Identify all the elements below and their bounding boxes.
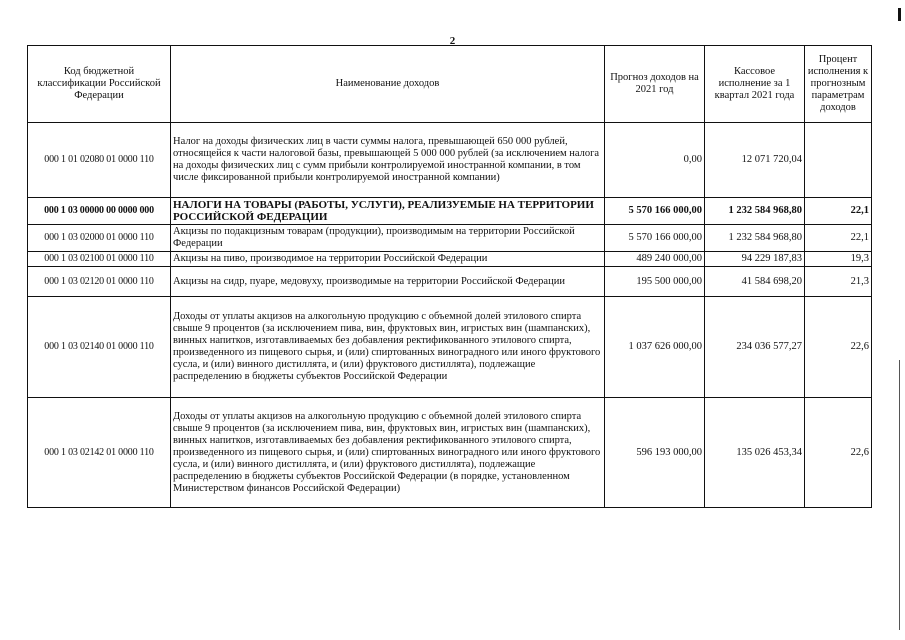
row-code: 000 1 03 02000 01 0000 110	[28, 225, 171, 252]
header-code: Код бюджетной классификации Российской Федерации	[28, 46, 171, 123]
row-code: 000 1 03 00000 00 0000 000	[28, 198, 171, 225]
header-name: Наименование доходов	[171, 46, 605, 123]
row-code: 000 1 03 02100 01 0000 110	[28, 252, 171, 267]
row-name: Доходы от уплаты акцизов на алкогольную продукцию с объемной долей этилового спирта свыше 9 процентов (за исключением пива, вин, фруктовых вин, игристых вин (шампанских), винных напитков, изготавливаемых без добавления ректификованного этилового спирта, произведенного из пищевого сырья, и (или) спиртованных виноградного или иного фруктового сусла, и (или) винного дистиллята, и (или) фруктового дистиллята), подлежащие распределению в бюджеты субъектов Российской Федерации	[171, 297, 605, 398]
row-cash: 94 229 187,83	[705, 252, 805, 267]
row-name: Акцизы на сидр, пуаре, медовуху, производимые на территории Российской Федерации	[171, 267, 605, 297]
row-forecast: 1 037 626 000,00	[605, 297, 705, 398]
table-row	[28, 198, 872, 225]
row-code: 000 1 01 02080 01 0000 110	[28, 123, 171, 198]
page-number: 2	[449, 35, 456, 47]
header-cash: Кассовое исполнение за 1 квартал 2021 года	[705, 46, 805, 123]
row-forecast: 0,00	[605, 123, 705, 198]
header-forecast: Прогноз доходов на 2021 год	[605, 46, 705, 123]
row-code: 000 1 03 02120 01 0000 110	[28, 267, 171, 297]
row-name: Доходы от уплаты акцизов на алкогольную продукцию с объемной долей этилового спирта свыше 9 процентов (за исключением пива, вин, фруктовых вин, игристых вин (шампанских), винных напитков, изготавливаемых без добавления ректификованного этилового спирта, произведенного из пищевого сырья, и (или) спиртованных виноградного или иного фруктового сусла, и (или) винного дистиллята, и (или) фруктового дистиллята), подлежащие распределению в бюджеты субъектов Российской Федерации (в порядке, установленном Министерством финансов Российской Федерации)	[171, 398, 605, 508]
row-name: Налог на доходы физических лиц в части суммы налога, превышающей 650 000 рублей, относящейся к части налоговой базы, превышающей 5 000 000 рублей (за исключением налога на доходы физических лиц с сумм прибыли контролируемой иностранной компании, в том числе фиксированной прибыли контролируемой иностранной компании)	[171, 123, 605, 198]
row-name: НАЛОГИ НА ТОВАРЫ (РАБОТЫ, УСЛУГИ), РЕАЛИЗУЕМЫЕ НА ТЕРРИТОРИИ РОССИЙСКОЙ ФЕДЕРАЦИИ	[171, 198, 605, 225]
table-row	[28, 225, 872, 252]
row-percent: 21,3	[805, 267, 872, 297]
row-percent: 22,1	[805, 198, 872, 225]
row-percent: 22,6	[805, 297, 872, 398]
row-cash: 135 026 453,34	[705, 398, 805, 508]
scan-edge-line	[899, 360, 900, 630]
row-code: 000 1 03 02140 01 0000 110	[28, 297, 171, 398]
table-row	[28, 398, 872, 508]
table-row	[28, 267, 872, 297]
row-forecast: 489 240 000,00	[605, 252, 705, 267]
scan-edge-mark	[898, 8, 901, 21]
row-percent: 19,3	[805, 252, 872, 267]
row-forecast: 195 500 000,00	[605, 267, 705, 297]
row-percent	[805, 123, 872, 198]
table-row	[28, 252, 872, 267]
row-cash: 12 071 720,04	[705, 123, 805, 198]
revenue-table	[27, 45, 872, 508]
row-forecast: 5 570 166 000,00	[605, 225, 705, 252]
row-percent: 22,6	[805, 398, 872, 508]
row-forecast: 5 570 166 000,00	[605, 198, 705, 225]
row-cash: 1 232 584 968,80	[705, 225, 805, 252]
header-percent: Процент исполнения к прогнозным параметрам доходов	[805, 46, 872, 123]
row-code: 000 1 03 02142 01 0000 110	[28, 398, 171, 508]
row-cash: 234 036 577,27	[705, 297, 805, 398]
row-cash: 41 584 698,20	[705, 267, 805, 297]
table-header-row	[28, 46, 872, 123]
row-percent: 22,1	[805, 225, 872, 252]
row-forecast: 596 193 000,00	[605, 398, 705, 508]
table-row	[28, 297, 872, 398]
row-name: Акцизы по подакцизным товарам (продукции), производимым на территории Российской Федерации	[171, 225, 605, 252]
row-name: Акцизы на пиво, производимое на территории Российской Федерации	[171, 252, 605, 267]
table-row	[28, 123, 872, 198]
row-cash: 1 232 584 968,80	[705, 198, 805, 225]
